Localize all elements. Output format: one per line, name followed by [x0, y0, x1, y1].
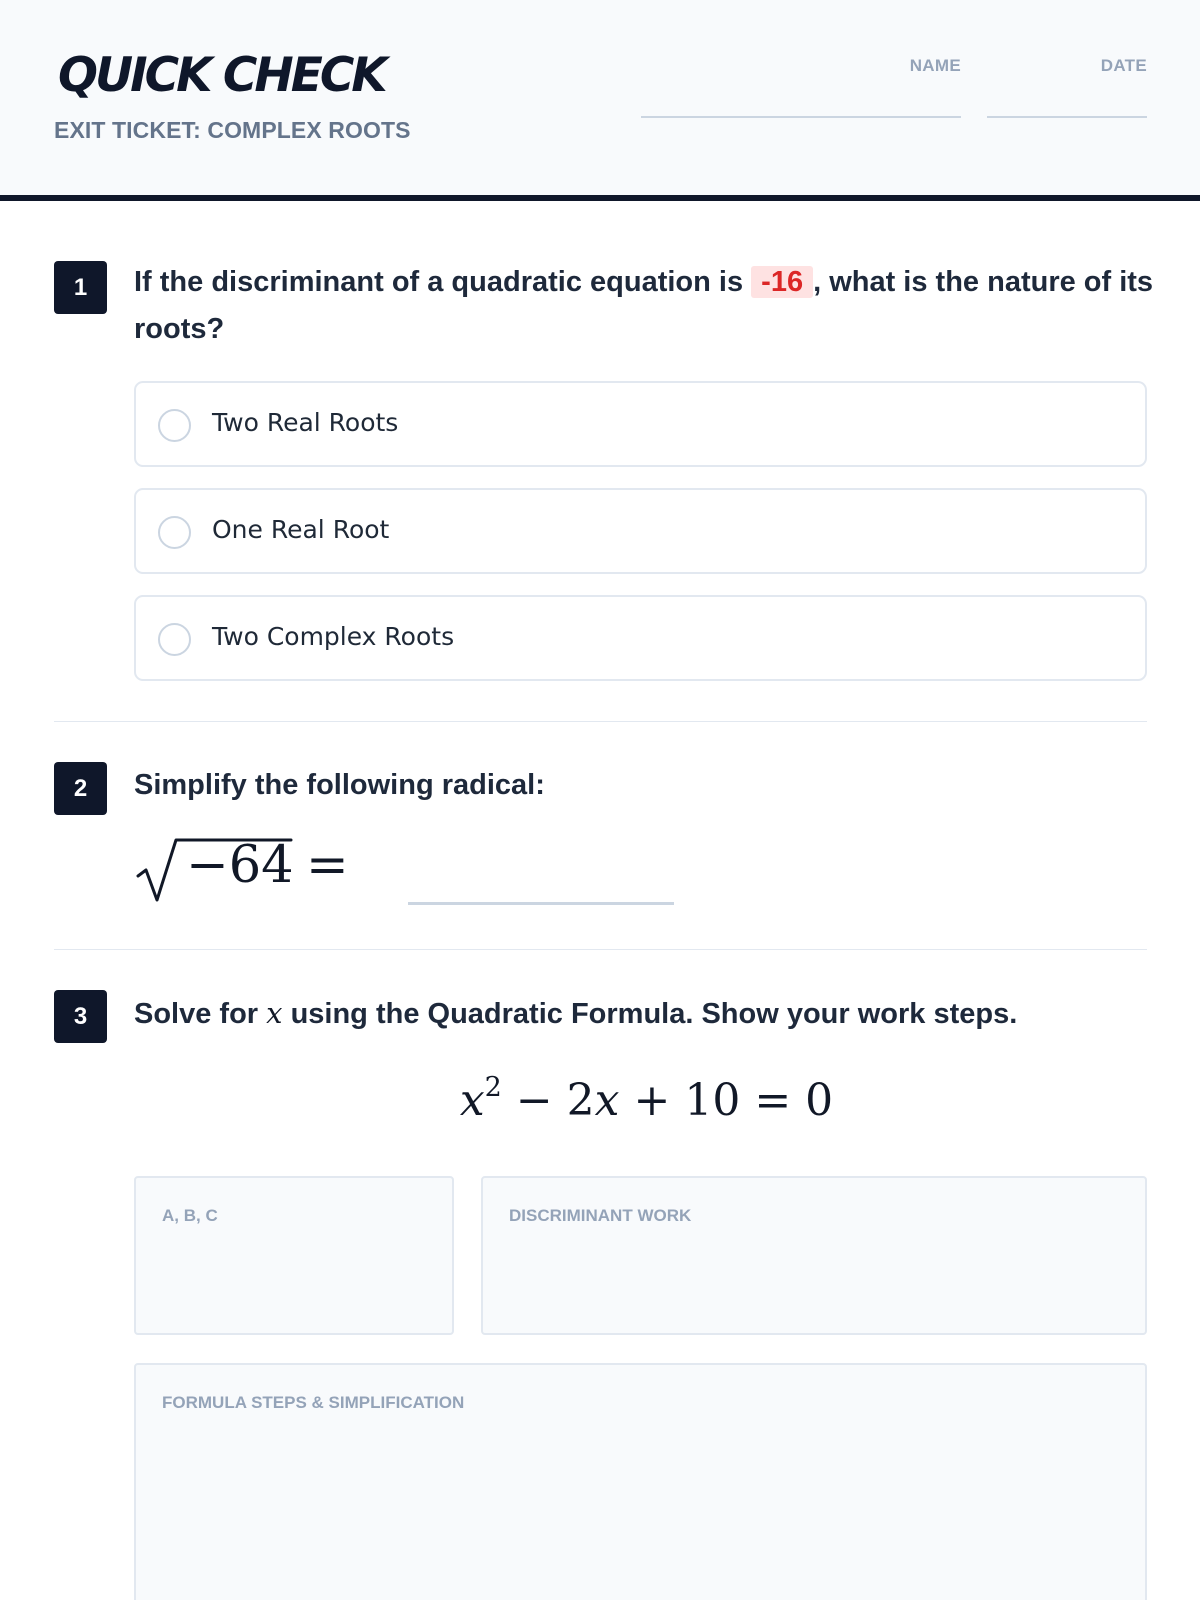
radical-expression — [136, 834, 376, 904]
question-2-number: 2 — [54, 762, 107, 815]
date-label: DATE — [1100, 56, 1147, 75]
section-divider — [54, 721, 1147, 722]
work-box-label: A, B, C — [162, 1206, 218, 1225]
section-divider — [54, 949, 1147, 950]
discriminant-value: -16 — [751, 266, 813, 298]
question-3-text — [134, 990, 1017, 1038]
equation-base: x — [459, 1075, 485, 1126]
equation-middle: − 2 — [501, 1075, 595, 1126]
question-3-text-after: using the Quadratic Formula. Show your work steps. — [282, 998, 1018, 1030]
question-1-text-before: If the discriminant of a quadratic equation is — [134, 266, 752, 298]
radio-button[interactable] — [158, 623, 191, 656]
variable-x: x — [266, 996, 283, 1030]
worksheet-header — [0, 0, 1200, 201]
equation-var: x — [594, 1075, 620, 1126]
name-line — [641, 116, 961, 118]
question-3-number: 3 — [54, 990, 107, 1043]
question-2-text: Simplify the following radical: — [134, 769, 545, 801]
question-1-number: 1 — [54, 261, 107, 314]
option-two-real-roots[interactable] — [134, 381, 1147, 467]
worksheet-subtitle: EXIT TICKET: COMPLEX ROOTS — [54, 117, 411, 143]
radio-button[interactable] — [158, 409, 191, 442]
abc-work-box[interactable] — [134, 1176, 454, 1335]
equation-rest: + 10 = 0 — [619, 1075, 834, 1126]
work-box-label: FORMULA STEPS & SIMPLIFICATION — [162, 1393, 465, 1412]
formula-steps-box[interactable] — [134, 1363, 1147, 1600]
equals-sign: = — [306, 836, 349, 895]
date-field[interactable] — [987, 52, 1147, 118]
date-line — [987, 116, 1147, 118]
radicand: −64 — [186, 836, 294, 895]
work-box-label: DISCRIMINANT WORK — [509, 1206, 692, 1225]
option-label: Two Complex Roots — [212, 622, 455, 651]
question-1-text-after: , what is the nature of its roots? — [134, 266, 1154, 345]
name-field[interactable] — [641, 52, 961, 118]
answer-blank[interactable] — [408, 902, 674, 905]
worksheet-title: QUICK CHECK — [58, 48, 385, 103]
option-label: Two Real Roots — [212, 408, 399, 437]
question-3-text-before: Solve for — [134, 998, 267, 1030]
option-one-real-root[interactable] — [134, 488, 1147, 574]
quadratic-equation — [0, 1058, 1200, 1131]
name-label: NAME — [909, 56, 961, 75]
option-label: One Real Root — [212, 515, 390, 544]
option-two-complex-roots[interactable] — [134, 595, 1147, 681]
radio-button[interactable] — [158, 516, 191, 549]
question-1-text — [134, 259, 1154, 353]
equation-exponent: 2 — [484, 1072, 502, 1103]
discriminant-work-box[interactable] — [481, 1176, 1147, 1335]
